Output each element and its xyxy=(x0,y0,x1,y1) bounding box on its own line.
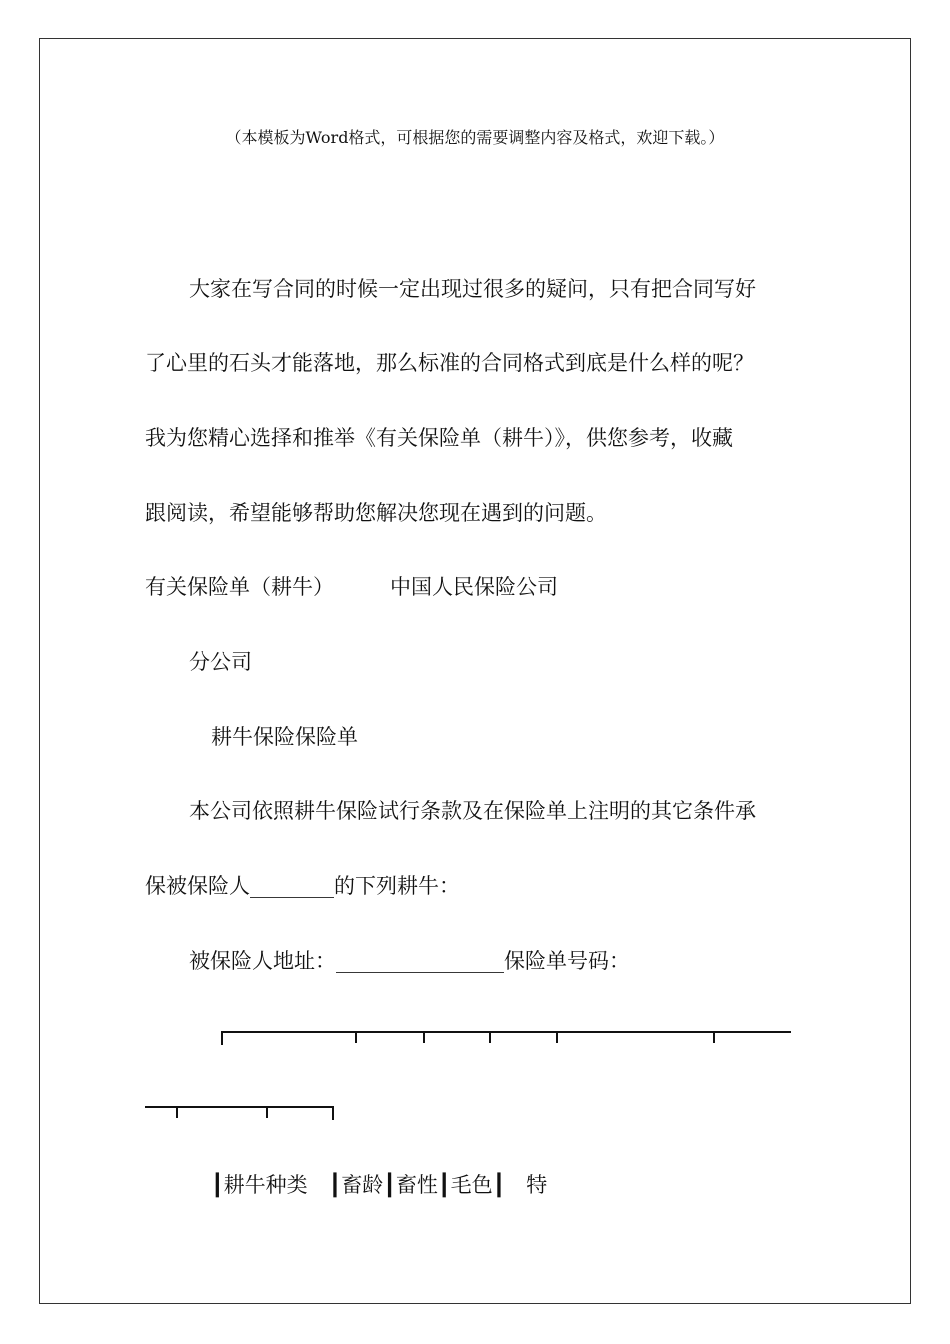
company-name: 中国人民保险公司 xyxy=(390,575,558,599)
intro-line-2: 了心里的石头才能落地，那么标准的合同格式到底是什么样的呢？ xyxy=(145,351,754,375)
page-border xyxy=(39,38,911,1304)
table-header-row: ┃耕牛种类 ┃畜龄┃畜性┃毛色┃ 特 xyxy=(211,1173,548,1197)
intro-line-1: 大家在写合同的时候一定出现过很多的疑问，只有把合同写好 xyxy=(189,277,756,301)
branch-label: 分公司 xyxy=(189,650,252,674)
body-line-1: 本公司依照耕牛保险试行条款及在保险单上注明的其它条件承 xyxy=(189,799,756,823)
address-line: 被保险人地址：________________保险单号码： xyxy=(189,949,630,973)
intro-line-4: 跟阅读，希望能够帮助您解决您现在遇到的问题。 xyxy=(145,501,607,525)
intro-line-3: 我为您精心选择和推举《有关保险单（耕牛）》，供您参考，收藏 xyxy=(145,426,733,450)
template-note: （本模板为Word格式，可根据您的需要调整内容及格式，欢迎下载。） xyxy=(225,128,725,147)
policy-title: 耕牛保险保险单 xyxy=(211,725,358,749)
body-line-2: 保被保险人________的下列耕牛： xyxy=(145,874,460,898)
document-title: 有关保险单（耕牛） xyxy=(145,575,334,599)
